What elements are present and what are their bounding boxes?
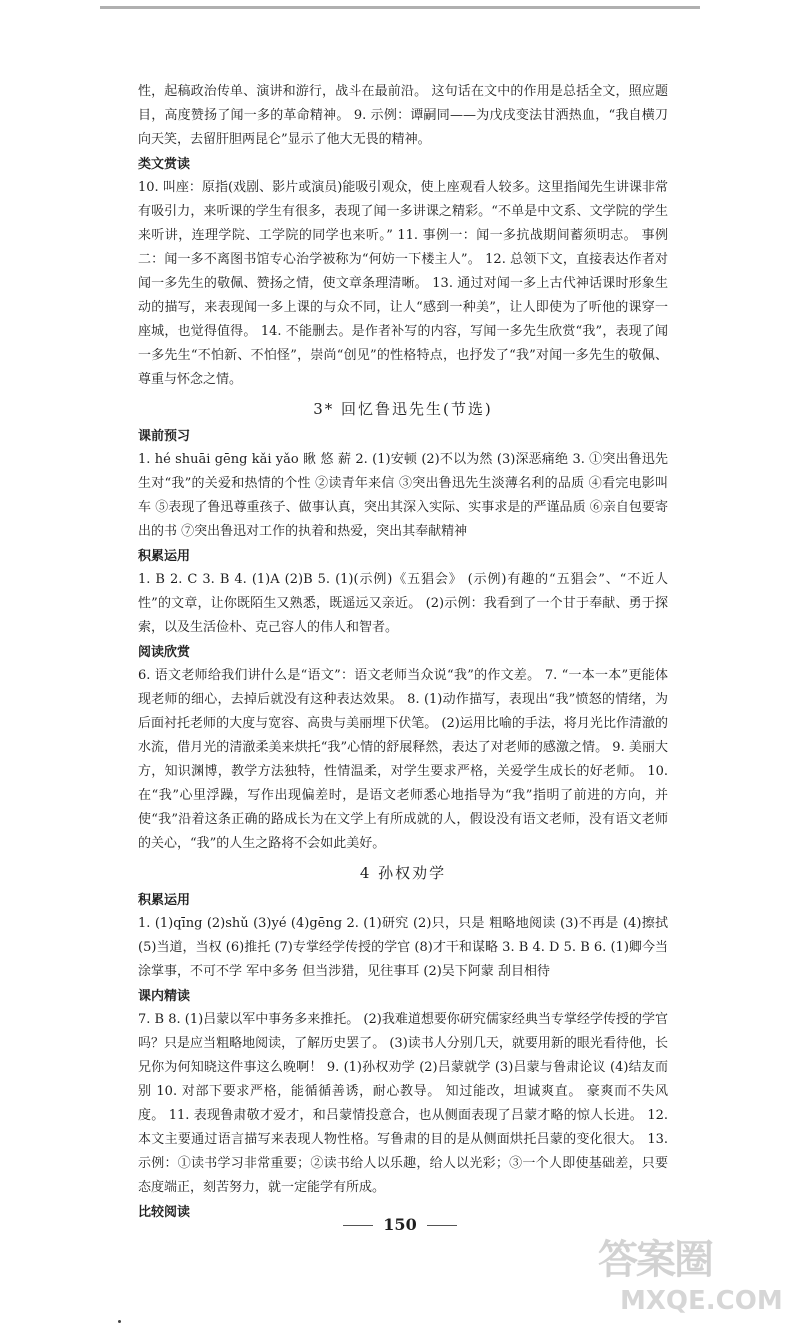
top-rule (100, 6, 700, 9)
section-text-jl4: 1. (1)qīng (2)shǔ (3)yé (4)gēng 2. (1)研究 (2)只，只是 粗略地阅读 (3)不再是 (4)擦拭 (5)当道，当权 (6)推托 (7)专掌经学传授的学官 (8)才干和谋略 3. B 4. D 5. B 6. (1)卿今当涂掌事，不可不学 军中多务 但当涉猎，见往事耳 (2)吴下阿蒙 刮目相待 (138, 916, 668, 979)
chapter-4-title: 4 孙权劝学 (359, 864, 447, 882)
section-heading-leiwen: 类文赏读 (138, 157, 191, 172)
page-content (138, 80, 668, 1224)
watermark-badge: 答案圈 (598, 1237, 712, 1283)
page-number-text: 150 (383, 1215, 417, 1234)
section-heading-kq: 课前预习 (138, 429, 191, 444)
section-text-jl: 1. B 2. C 3. B 4. (1)A (2)B 5. (1)(示例)《五猖会》 (示例)有趣的“五猖会”、“不近人性”的文章，让你既陌生又熟悉，既遥远又亲近。 (2)示例：我看到了一个甘于奉献、勇于探索，以及生活俭朴、克己容人的伟人和智者。 (138, 572, 668, 635)
section-heading-jl: 积累运用 (138, 549, 191, 564)
section-text-kn: 7. B 8. (1)吕蒙以军中事务多来推托。 (2)我难道想要你研究儒家经典当专掌经学传授的学官吗？只是应当粗略地阅读，了解历史罢了。 (3)读书人分别几天，就要用新的眼光看待他，长兄你为何知晓这件事这么晚啊！ 9. (1)孙权劝学 (2)吕蒙就学 (3)吕蒙与鲁肃论议 (4)结友而别 10. 对部下要求严格，能循循善诱，耐心教导。 知过能改，坦诚爽直。 豪爽而不失风度。 11. 表现鲁肃敬才爱才，和吕蒙情投意合，也从侧面表现了吕蒙才略的惊人长进。 12. 本文主要通过语言描写来表现人物性格。写鲁肃的目的是从侧面烘托吕蒙的变化很大。 13. 示例：①读书学习非常重要；②读书给人以乐趣，给人以光彩；③一个人即使基础差，只要态度端正，刻苦努力，就一定能学有所成。 (138, 1012, 668, 1195)
page-number-dash-left (343, 1225, 373, 1226)
section-text-leiwen: 10. 叫座：原指(戏剧、影片或演员)能吸引观众，使上座观看人较多。这里指闻先生讲课非常有吸引力，来听课的学生有很多，表现了闻一多讲课之精彩。“不单是中文系、文学院的学生来听讲，连理学院、工学院的同学也来听。” 11. 事例一：闻一多抗战期间蓄须明志。 事例二：闻一多不离图书馆专心治学被称为“何妨一下楼主人”。 12. 总领下文，直接表达作者对闻一多先生的敬佩、赞扬之情，使文章条理清晰。 13. 通过对闻一多上古代神话课时形象生动的描写，来表现闻一多上课的与众不同，让人“感到一种美”，让人即使为了听他的课穿一座城，也觉得值得。 14. 不能删去。是作者补写的内容，写闻一多先生欣赏“我”，表现了闻一多先生“不怕新、不怕怪”，崇尚“创见”的性格特点，也抒发了“我”对闻一多先生的敬佩、尊重与怀念之情。 (138, 180, 668, 387)
section-heading-yd: 阅读欣赏 (138, 645, 191, 660)
scan-speck (118, 1320, 121, 1323)
section-text-yd: 6. 语文老师给我们讲什么是“语文”：语文老师当众说“我”的作文差。 7. “一本一本”更能体现老师的细心，去掉后就没有这种表达效果。 8. (1)动作描写，表现出“我”愤怒的情绪，为后面衬托老师的大度与宽容、高贵与美丽埋下伏笔。 (2)运用比喻的手法，将月光比作清澈的水流，借月光的清澈柔美来烘托“我”心情的舒展释然，表达了对老师的感激之情。 9. 美丽大方，知识渊博，教学方法独特，性情温柔，对学生要求严格，关爱学生成长的好老师。 10. 在“我”心里浮躁，写作出现偏差时，是语文老师悉心地指导为“我”指明了前进的方向，并使“我”沿着这条正确的路成长为在文学上有所成就的人，假设没有语文老师，没有语文老师的关心，“我”的人生之路将不会如此美好。 (138, 668, 668, 851)
page-number-dash-right (427, 1225, 457, 1226)
watermark-url: MXQE.COM (620, 1286, 783, 1316)
watermark (590, 1228, 790, 1323)
section-heading-bj: 比较阅读 (138, 1205, 191, 1220)
chapter-3-title: 3* 回忆鲁迅先生(节选) (313, 400, 493, 418)
section-heading-kn: 课内精读 (138, 989, 191, 1004)
section-text-kq: 1. hé shuāi gēng kǎi yǎo 瞅 悠 薪 2. (1)安顿 (2)不以为然 (3)深恶痛绝 3. ①突出鲁迅先生对“我”的关爱和热情的个性 ②读青年来信 ③突出鲁迅先生淡薄名利的品质 ④看完电影叫车 ⑤表现了鲁迅尊重孩子、做事认真，突出其深入实际、实事求是的严谨品质 ⑥亲自包要寄出的书 ⑦突出鲁迅对工作的执着和热爱，突出其奉献精神 (138, 452, 668, 539)
section-heading-jl4: 积累运用 (138, 893, 191, 908)
paragraph-continued: 性，起稿政治传单、演讲和游行，战斗在最前沿。 这句话在文中的作用是总括全文，照应题目，高度赞扬了闻一多的革命精神。 9. 示例：谭嗣同——为戊戌变法甘洒热血，“我自横刀向天笑，去留肝胆两昆仑”显示了他大无畏的精神。 (138, 84, 668, 147)
